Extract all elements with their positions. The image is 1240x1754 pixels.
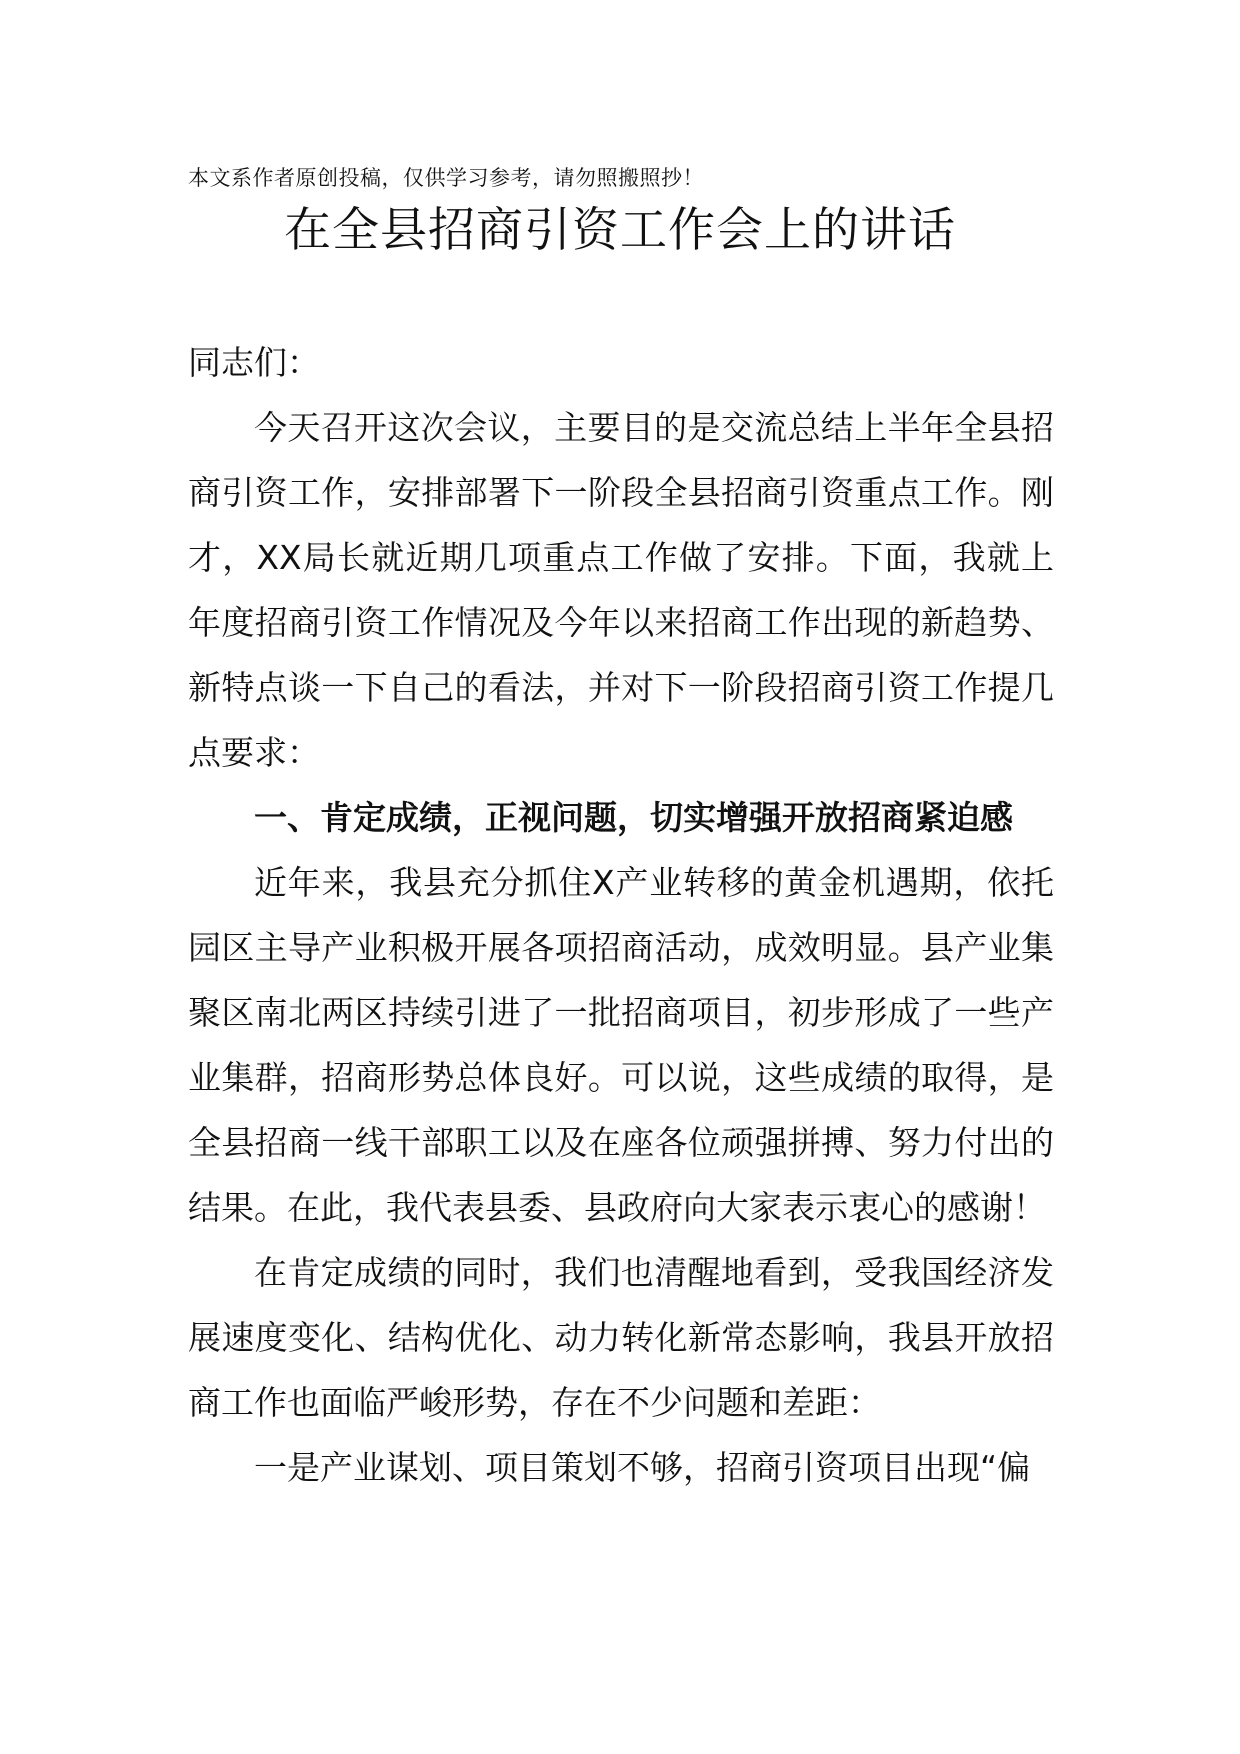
paragraph: 一是产业谋划、项目策划不够，招商引资项目出现“偏 [254,1448,1031,1487]
paragraph: 今天召开这次会议，主要目的是交流总结上半年全县招商引资工作，安排部署下一阶段全县招商引资重点工作。刚才，XX局长就近期几项重点工作做了安排。下面，我就上年度招商引资工作情况及今年以来招商工作出现的新趋势、新特点谈一下自己的看法，并对下一阶段招商引资工作提几点要求： [188,408,1054,772]
speech-body [188,330,1054,1500]
paragraph: 近年来，我县充分抓住X产业转移的黄金机遇期，依托园区主导产业积极开展各项招商活动，成效明显。县产业集聚区南北两区持续引进了一批招商项目，初步形成了一些产业集群，招商形势总体良好。可以说，这些成绩的取得，是全县招商一线干部职工以及在座各位顽强拼搏、努力付出的结果。在此，我代表县委、县政府向大家表示衷心的感谢！ [188,863,1054,1227]
salutation: 同志们： [188,343,320,382]
copyright-notice: 本文系作者原创投稿，仅供学习参考，请勿照搬照抄！ [188,166,704,190]
section-heading: 一、肯定成绩，正视问题，切实增强开放招商紧迫感 [254,798,1013,837]
paragraph: 在肯定成绩的同时，我们也清醒地看到，受我国经济发展速度变化、结构优化、动力转化新常态影响，我县开放招商工作也面临严峻形势，存在不少问题和差距： [188,1253,1054,1422]
page-title: 在全县招商引资工作会上的讲话 [284,203,956,258]
